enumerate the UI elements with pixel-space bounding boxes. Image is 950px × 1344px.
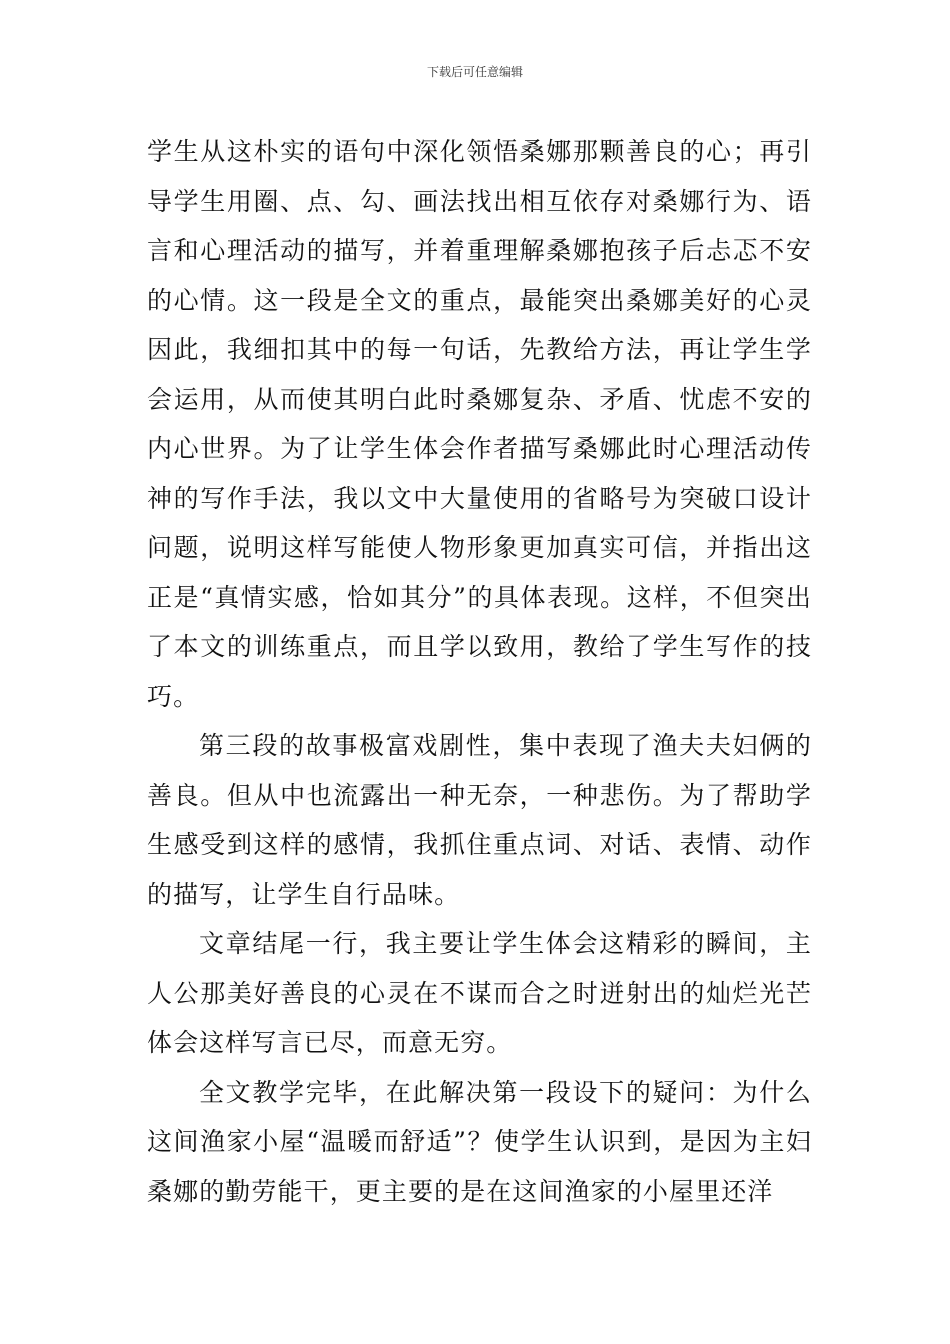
paragraph-third-section: 第三段的故事极富戏剧性，集中表现了渔夫夫妇俩的善良。但从中也流露出一种无奈，一种悲伤。为了帮助学生感受到这样的感情，我抓住重点词、对话、表情、动作的描写，让学生自行品味。 xyxy=(147,731,812,909)
paragraph-conclusion: 全文教学完毕，在此解决第一段设下的疑问：为什么这间渔家小屋“温暖而舒适”？使学生认识到，是因为主妇桑娜的勤劳能干，更主要的是在这间渔家的小屋里还洋 xyxy=(147,1077,812,1206)
document-body xyxy=(147,127,812,1216)
page-header-note: 下载后可任意编辑 xyxy=(426,65,523,79)
paragraph-ending-line: 文章结尾一行，我主要让学生体会这精彩的瞬间，主人公那美好善良的心灵在不谋而合之时迸射出的灿烂光芒体会这样写言已尽，而意无穷。 xyxy=(147,929,812,1057)
paragraph-continuation: 学生从这朴实的语句中深化领悟桑娜那颗善良的心；再引导学生用圈、点、勾、画法找出相互依存对桑娜行为、语言和心理活动的描写，并着重理解桑娜抱孩子后忐忑不安的心情。这一段是全文的重点，最能突出桑娜美好的心灵因此，我细扣其中的每一句话，先教给方法，再让学生学会运用，从而使其明白此时桑娜复杂、矛盾、忧虑不安的内心世界。为了让学生体会作者描写桑娜此时心理活动传神的写作手法，我以文中大量使用的省略号为突破口设计问题，说明这样写能使人物形象更加真实可信，并指出这正是“真情实感，恰如其分”的具体表现。这样，不但突出了本文的训练重点，而且学以致用，教给了学生写作的技巧。 xyxy=(147,137,812,711)
